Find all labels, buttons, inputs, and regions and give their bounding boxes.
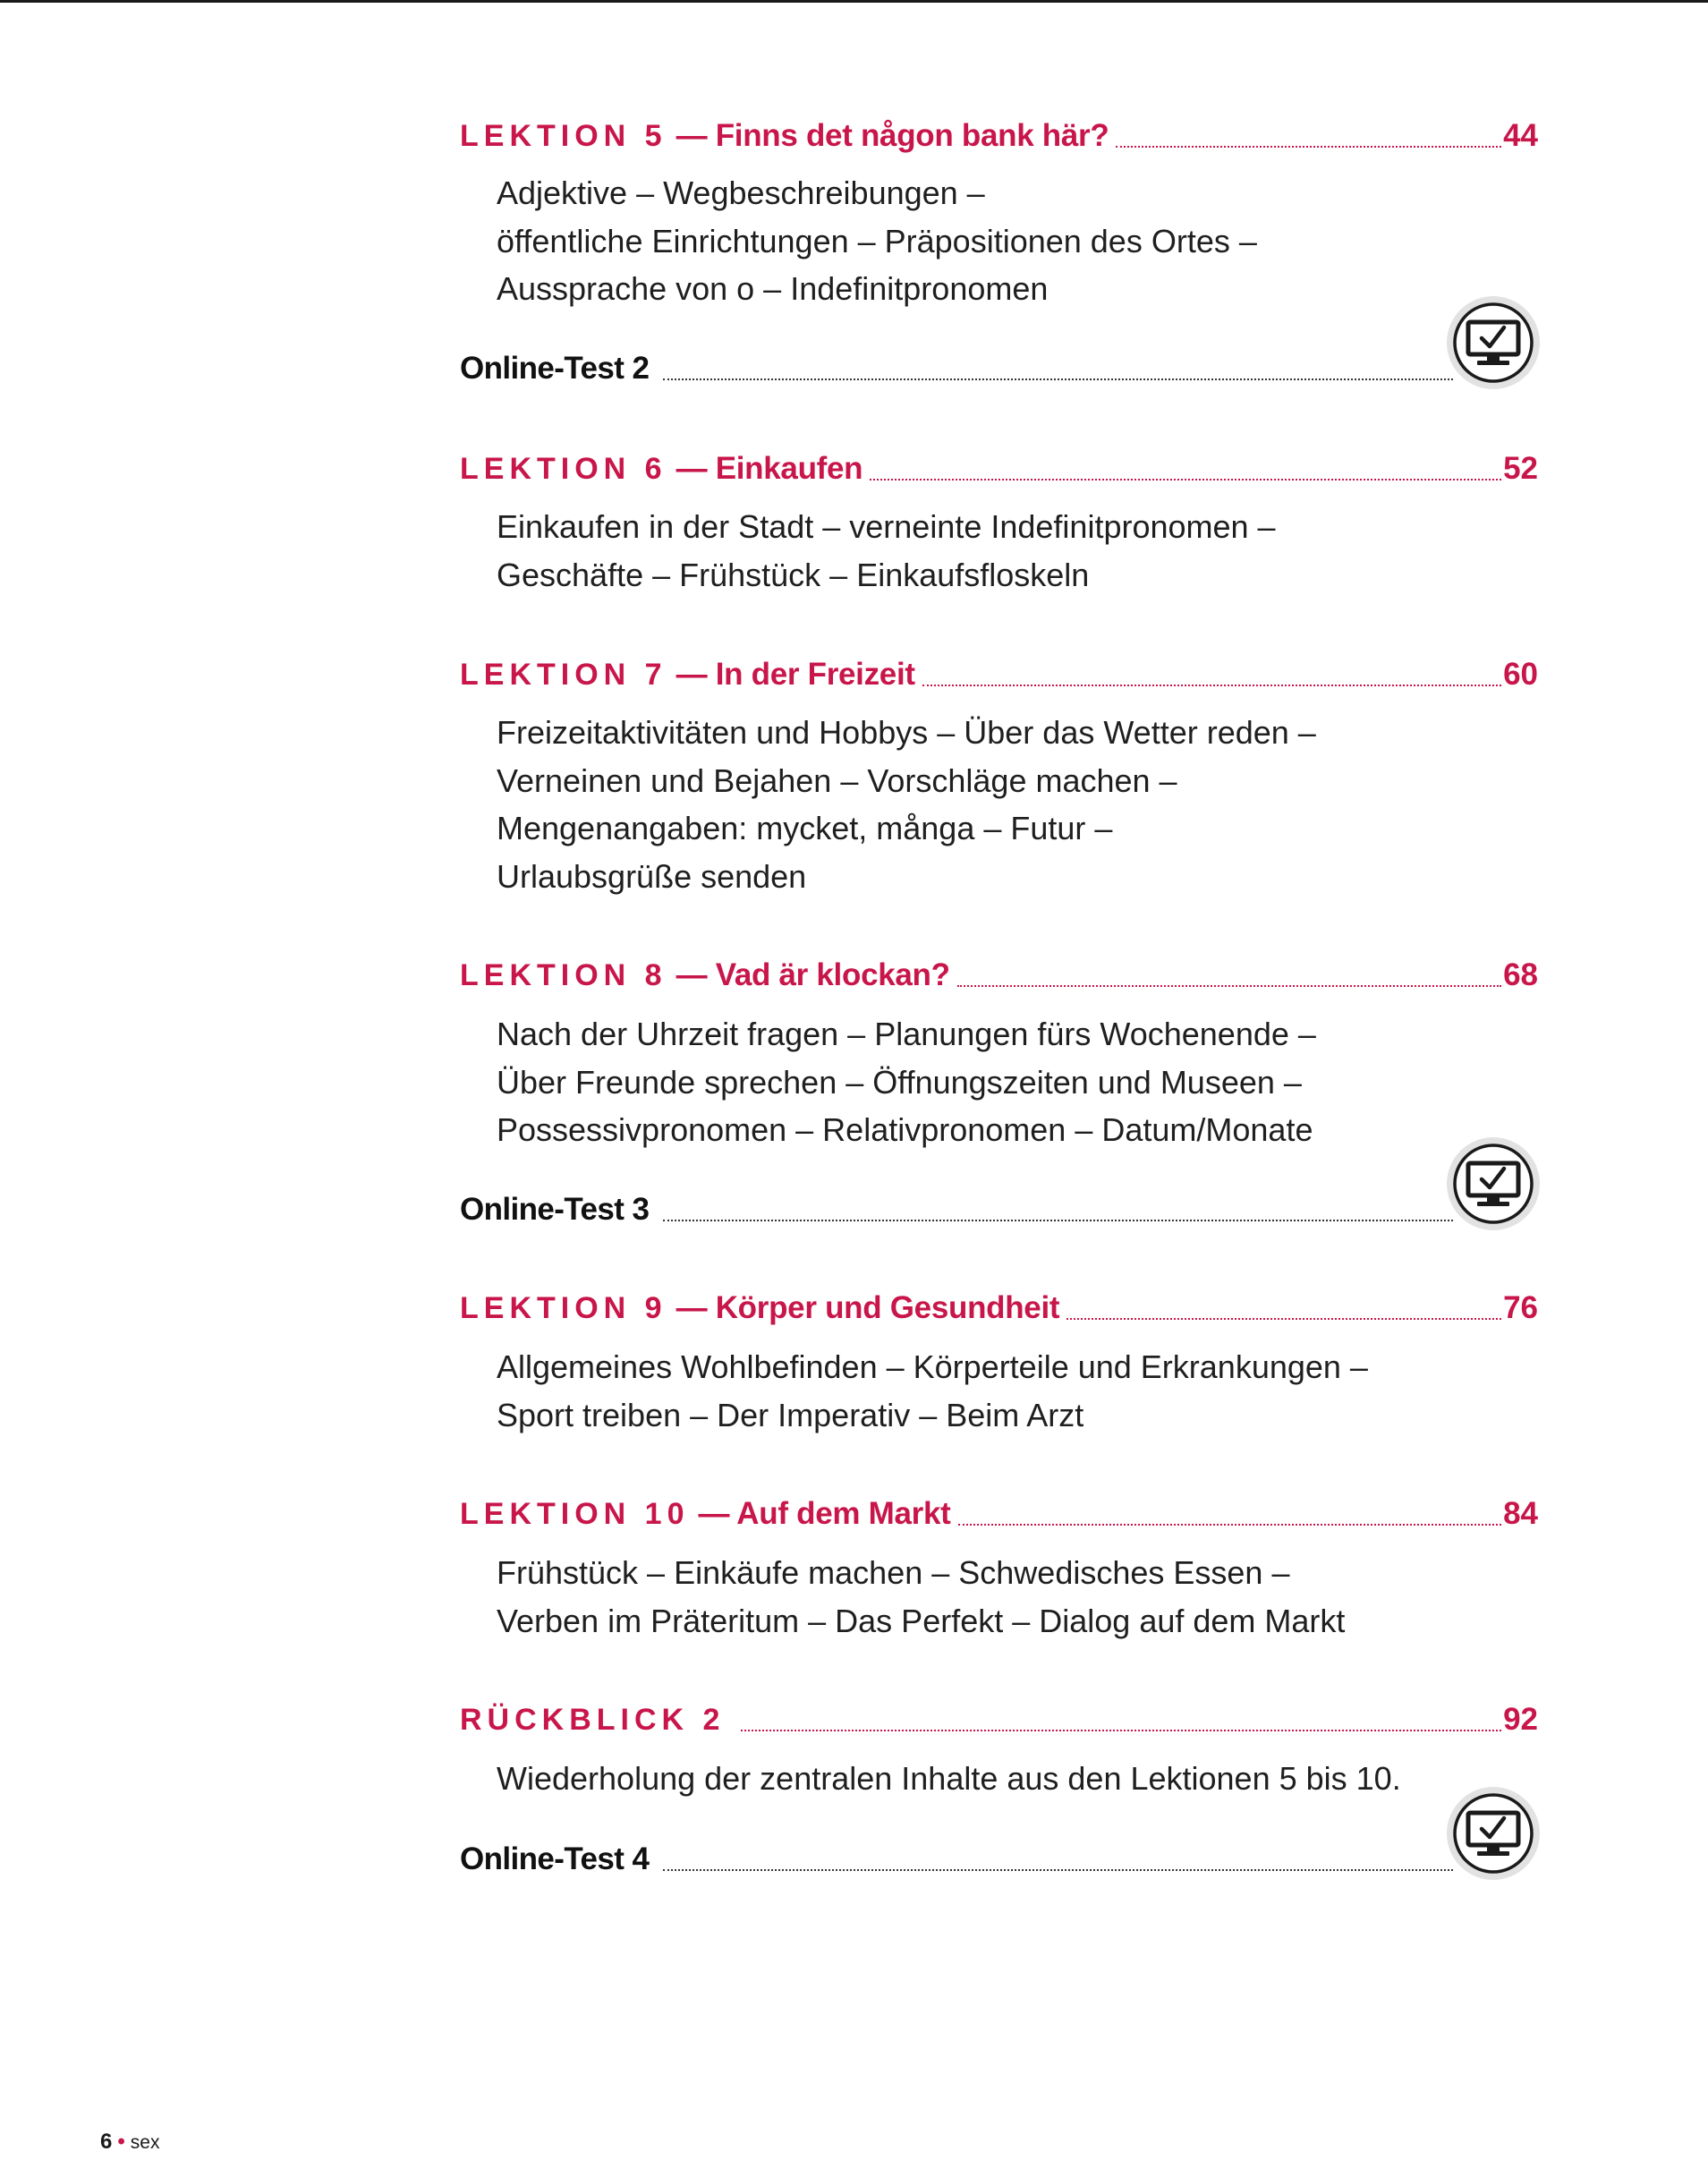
page-number: 92 <box>1503 1702 1538 1737</box>
topic-line: Einkaufen in der Stadt – verneinte Indefinitpronomen – <box>497 508 1276 545</box>
lesson-title: — Einkaufen <box>676 451 863 486</box>
online-test-label: Online-Test 4 <box>460 1841 650 1876</box>
lesson-label: LEKTION 10 <box>460 1497 690 1531</box>
page-number: 44 <box>1503 118 1538 153</box>
toc-entry-lektion-6[interactable] <box>460 433 1538 487</box>
toc-entry-lektion-7[interactable] <box>460 639 1538 693</box>
page-footer <box>100 2130 159 2155</box>
lesson-topics <box>497 169 1517 313</box>
review-topics <box>497 1755 1517 1803</box>
page-number: 60 <box>1503 657 1538 692</box>
footer-page-number: 6 <box>100 2130 113 2154</box>
dot-leader <box>1116 146 1501 148</box>
topic-line: Allgemeines Wohlbefinden – Körperteile und Erkrankungen – <box>497 1348 1368 1385</box>
dot-leader <box>663 1220 1453 1221</box>
top-rule <box>0 0 1708 3</box>
dot-leader <box>870 479 1501 480</box>
dot-leader <box>1066 1318 1501 1320</box>
lesson-title: — Finns det någon bank här? <box>676 118 1109 153</box>
lesson-topics <box>497 709 1517 900</box>
online-test-2[interactable] <box>460 342 1453 387</box>
online-test-label: Online-Test 3 <box>460 1192 650 1227</box>
topic-line: Über Freunde sprechen – Öffnungszeiten und Museen – <box>497 1063 1302 1101</box>
topic-line: Nach der Uhrzeit fragen – Planungen fürs Wochenende – <box>497 1016 1316 1052</box>
lesson-label: LEKTION 6 <box>460 452 667 486</box>
toc-entry-rueckblick-2[interactable] <box>460 1684 1538 1738</box>
topic-line: Verben im Präteritum – Das Perfekt – Dialog auf dem Markt <box>497 1602 1346 1639</box>
computer-check-icon[interactable] <box>1446 295 1541 390</box>
lesson-label: LEKTION 8 <box>460 958 667 992</box>
online-test-label: Online-Test 2 <box>460 351 650 386</box>
topic-line: Urlaubsgrüße senden <box>497 857 807 895</box>
topic-line: Mengenangaben: mycket, många – Futur – <box>497 810 1113 846</box>
toc-entry-lektion-5[interactable] <box>460 100 1538 154</box>
dot-leader <box>958 1524 1502 1526</box>
computer-check-icon[interactable] <box>1446 1786 1541 1881</box>
dot-leader <box>663 378 1453 380</box>
footer-bullet: • <box>117 2130 125 2154</box>
lesson-topics <box>497 1549 1517 1645</box>
topic-line: Aussprache von o – Indefinitpronomen <box>497 270 1049 307</box>
page-number: 76 <box>1503 1290 1538 1325</box>
topic-line: Geschäfte – Frühstück – Einkaufsfloskeln <box>497 556 1090 593</box>
lesson-label: LEKTION 9 <box>460 1291 667 1325</box>
topic-line: Verneinen und Bejahen – Vorschläge machen – <box>497 761 1177 799</box>
lesson-label: LEKTION 7 <box>460 658 667 692</box>
review-label: RÜCKBLICK 2 <box>460 1703 726 1737</box>
toc-entry-lektion-10[interactable] <box>460 1478 1538 1532</box>
lesson-title: — Körper und Gesundheit <box>676 1290 1060 1325</box>
topic-line: Possessivpronomen – Relativpronomen – Datum/Monate <box>497 1111 1313 1148</box>
topic-line: Sport treiben – Der Imperativ – Beim Arzt <box>497 1396 1084 1433</box>
dot-leader <box>922 685 1501 686</box>
computer-check-icon[interactable] <box>1446 1136 1541 1231</box>
online-test-3[interactable] <box>460 1183 1453 1228</box>
lesson-title: — Auf dem Markt <box>698 1496 951 1531</box>
page-number: 84 <box>1503 1496 1538 1531</box>
toc-entry-lektion-8[interactable] <box>460 940 1538 993</box>
dot-leader <box>957 985 1501 987</box>
lesson-topics <box>497 1343 1517 1439</box>
footer-page-word: sex <box>130 2132 160 2153</box>
page-number: 68 <box>1503 957 1538 992</box>
lesson-title: — Vad är klockan? <box>676 957 950 992</box>
topic-line: öffentliche Einrichtungen – Präpositionen des Ortes – <box>497 222 1257 259</box>
page-number: 52 <box>1503 451 1538 486</box>
dot-leader <box>741 1730 1501 1731</box>
lesson-topics <box>497 1010 1517 1154</box>
lesson-topics <box>497 503 1517 599</box>
topic-line: Adjektive – Wegbeschreibungen – <box>497 174 985 211</box>
topic-line: Wiederholung der zentralen Inhalte aus den Lektionen 5 bis 10. <box>497 1760 1401 1797</box>
online-test-4[interactable] <box>460 1833 1453 1877</box>
dot-leader <box>663 1869 1453 1871</box>
topic-line: Freizeitaktivitäten und Hobbys – Über das Wetter reden – <box>497 714 1316 751</box>
toc-entry-lektion-9[interactable] <box>460 1272 1538 1326</box>
lesson-label: LEKTION 5 <box>460 119 667 153</box>
lesson-title: — In der Freizeit <box>676 657 915 692</box>
topic-line: Frühstück – Einkäufe machen – Schwedisches Essen – <box>497 1554 1290 1591</box>
